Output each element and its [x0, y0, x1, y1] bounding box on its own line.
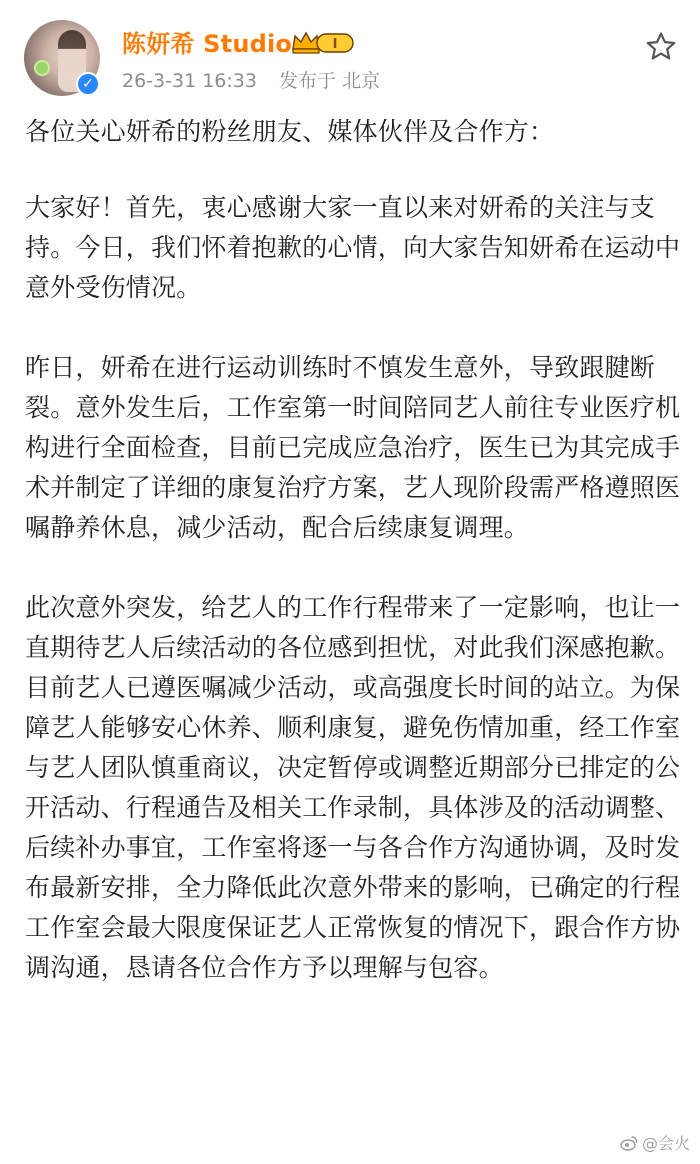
avatar-bubble: [34, 60, 50, 76]
vip-level: I: [332, 37, 338, 52]
post-content: [25, 112, 681, 988]
weibo-icon: [620, 1134, 638, 1152]
star-icon[interactable]: [644, 30, 678, 64]
verified-icon: ✓: [76, 72, 100, 96]
watermark-text: @会火: [641, 1134, 690, 1153]
paragraph-intro: 大家好！首先，衷心感谢大家一直以来对妍希的关注与支持。今日，我们怀着抱歉的心情，向大家告知妍希在运动中意外受伤情况。: [25, 193, 681, 302]
paragraph-schedule: 此次意外突发，给艺人的工作行程带来了一定影响，也让一直期待艺人后续活动的各位感到担忧，对此我们深感抱歉。目前艺人已遵医嘱减少活动，或高强度长时间的站立。为保障艺人能够安心休养、顺利康复，避免伤情加重，经工作室与艺人团队慎重商议，决定暂停或调整近期部分已排定的公开活动、行程通告及相关工作录制，具体涉及的活动调整、后续补办事宜，工作室将逐一与各合作方沟通协调，及时发布最新安排，全力降低此次意外带来的影响，已确定的行程工作室会最大限度保证艺人正常恢复的情况下，跟合作方协调沟通，恳请各位合作方予以理解与包容。: [25, 593, 681, 982]
location-prefix: 发布于: [279, 70, 337, 92]
post-location: 北京: [342, 70, 381, 92]
post-meta: [122, 66, 380, 93]
author-name[interactable]: 陈妍希 Studio: [122, 30, 293, 58]
post-timestamp: 26-3-31 16:33: [122, 70, 257, 92]
post-header: [0, 0, 700, 110]
crown-icon: [293, 33, 319, 53]
greeting-line: 各位关心妍希的粉丝朋友、媒体伙伴及合作方：: [25, 117, 555, 146]
watermark: [620, 1131, 690, 1154]
vip-badge-icon[interactable]: [290, 28, 356, 56]
paragraph-injury: 昨日，妍希在进行运动训练时不慎发生意外，导致跟腱断裂。意外发生后，工作室第一时间陪同艺人前往专业医疗机构进行全面检查，目前已完成应急治疗，医生已为其完成手术并制定了详细的康复治疗方案，艺人现阶段需严格遵照医嘱静养休息，减少活动，配合后续康复调理。: [25, 353, 681, 542]
